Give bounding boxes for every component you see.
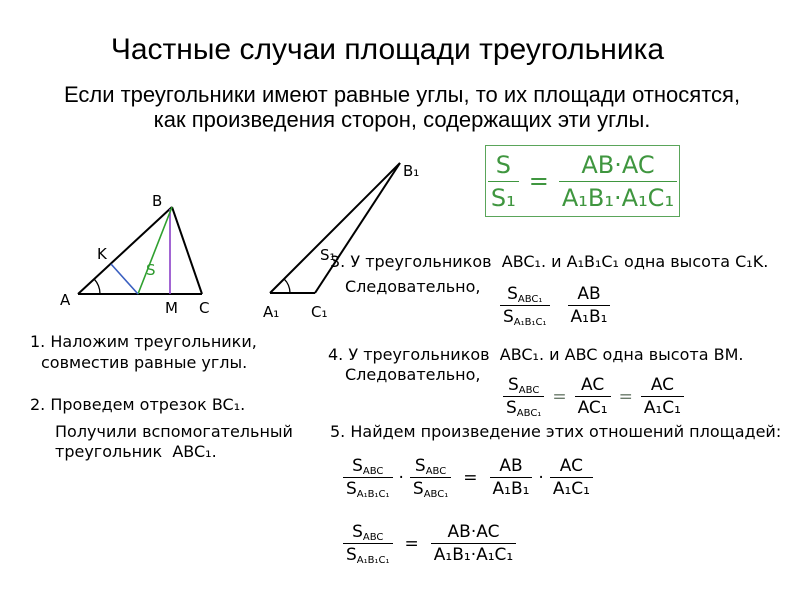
numerator: AB·AC xyxy=(431,522,516,544)
area-symbol: S xyxy=(507,284,518,304)
slide-title: Частные случаи площади треугольника xyxy=(110,33,665,66)
denominator xyxy=(410,478,451,499)
segment-bc1 xyxy=(138,207,172,294)
result-formula xyxy=(343,522,516,565)
triangle-subscript: ABC xyxy=(518,385,540,396)
numerator xyxy=(410,456,451,478)
denominator: A₁B₁·A₁C₁ xyxy=(433,545,514,565)
side-bc xyxy=(172,207,202,294)
point-label-k: K xyxy=(97,245,107,263)
vertex-label-b: B xyxy=(152,192,163,210)
numerator: AB xyxy=(490,456,533,478)
numerator: AC xyxy=(641,375,684,397)
triangle-a1b1c1 xyxy=(263,162,419,321)
sides-product-fraction xyxy=(431,522,516,565)
area-ratio-fraction xyxy=(500,284,550,327)
equals-sign: = xyxy=(463,467,478,488)
denominator: A₁B₁·A₁C₁ xyxy=(561,183,675,212)
numerator: AB xyxy=(568,284,611,306)
denominator: A₁B₁ xyxy=(492,479,530,499)
triangle-subscript: A₁B₁C₁ xyxy=(513,317,547,328)
area-symbol: S xyxy=(506,398,517,418)
denominator xyxy=(503,397,544,418)
denominator xyxy=(500,306,550,327)
triangle-subscript: A₁B₁C₁ xyxy=(356,555,390,566)
area-label-s1: S₁ xyxy=(320,246,336,264)
area-symbol: S xyxy=(508,375,519,395)
side-a1b1 xyxy=(270,163,400,293)
area-symbol: S xyxy=(414,456,426,476)
step-5-line-1: 5. Найдем произведение этих отношений площадей: xyxy=(330,422,782,441)
vertex-label-a1: A₁ xyxy=(263,303,280,321)
triangle-abc xyxy=(60,192,209,317)
triangle-subscript: ABC xyxy=(362,532,384,543)
step-4-formula xyxy=(503,375,684,418)
numerator xyxy=(500,284,550,306)
triangle-subscript: ABC₁ xyxy=(517,294,543,305)
step-2-line-1: 2. Проведем отрезок BC₁. xyxy=(30,395,246,414)
area-ratio-fraction xyxy=(503,375,544,418)
side-ratio-fraction xyxy=(568,284,611,327)
equals-sign: = xyxy=(618,386,633,407)
step-2-line-2: Получили вспомогательный xyxy=(55,422,293,441)
theorem-line-1: Если треугольники имеют равные углы, то их площади относятся, xyxy=(63,82,741,107)
height-c1k xyxy=(111,264,138,294)
denominator: A₁C₁ xyxy=(643,398,681,418)
equals-sign: = xyxy=(404,533,419,554)
side-ratio-fraction xyxy=(550,456,593,499)
vertex-label-b1: B₁ xyxy=(403,162,420,180)
denominator xyxy=(343,478,393,499)
step-3-line-1: 3. У треугольников ABC₁. и A₁B₁C₁ одна высота C₁K. xyxy=(330,252,769,271)
side-ratio-fraction xyxy=(490,456,533,499)
vertex-label-c: C xyxy=(199,299,210,317)
triangle-subscript: ABC₁ xyxy=(516,408,542,419)
point-label-m: M xyxy=(165,299,178,317)
area-ratio-fraction xyxy=(343,522,393,565)
denominator xyxy=(343,544,393,565)
side-b1c1 xyxy=(315,163,400,293)
theorem-line-2: как произведения сторон, содержащих эти углы. xyxy=(153,107,651,132)
step-3-formula xyxy=(500,284,610,327)
numerator: AC xyxy=(550,456,593,478)
angle-arc-a xyxy=(94,279,100,294)
numerator xyxy=(503,375,544,397)
step-2-line-3: треугольник ABC₁. xyxy=(55,442,217,461)
numerator: AB·AC xyxy=(559,150,677,182)
area-symbol: S xyxy=(352,456,363,476)
multiply-dot: · xyxy=(398,467,404,488)
step-5-formula xyxy=(343,456,593,499)
step-1-line-1: 1. Наложим треугольники, xyxy=(30,332,257,351)
side-ab xyxy=(78,207,172,294)
area-ratio-fraction xyxy=(343,456,393,499)
numerator xyxy=(343,456,393,478)
numerator: S xyxy=(488,150,519,182)
denominator: S₁ xyxy=(490,183,516,212)
area-symbol: S xyxy=(346,545,357,565)
side-ratio-fraction xyxy=(575,375,611,418)
side-ratio-fraction xyxy=(641,375,684,418)
vertex-label-c1: C₁ xyxy=(311,303,328,321)
numerator: AC xyxy=(575,375,611,397)
equals-sign: = xyxy=(528,167,549,195)
denominator: A₁C₁ xyxy=(552,479,590,499)
equals-sign: = xyxy=(552,386,567,407)
triangle-subscript: ABC xyxy=(425,466,447,477)
denominator: AC₁ xyxy=(577,398,608,418)
multiply-dot: · xyxy=(538,467,544,488)
step-3-line-2: Следовательно, xyxy=(345,277,481,296)
vertex-label-a: A xyxy=(60,291,71,309)
triangle-subscript: ABC xyxy=(362,466,384,477)
area-symbol: S xyxy=(412,479,424,499)
triangle-subscript: A₁B₁C₁ xyxy=(356,489,390,500)
area-label-s: S xyxy=(146,261,156,279)
step-4-line-1: 4. У треугольников ABC₁. и ABC одна высота BM. xyxy=(328,345,744,364)
step-4-line-2: Следовательно, xyxy=(345,365,481,384)
area-symbol: S xyxy=(346,479,357,499)
area-ratio-fraction xyxy=(410,456,451,499)
numerator xyxy=(343,522,393,544)
denominator: A₁B₁ xyxy=(570,307,608,327)
area-symbol: S xyxy=(352,522,363,542)
area-symbol: S xyxy=(503,307,514,327)
step-1-line-2: совместив равные углы. xyxy=(41,353,248,372)
angle-arc-a1 xyxy=(284,279,290,293)
triangle-subscript: ABC₁ xyxy=(423,489,449,500)
